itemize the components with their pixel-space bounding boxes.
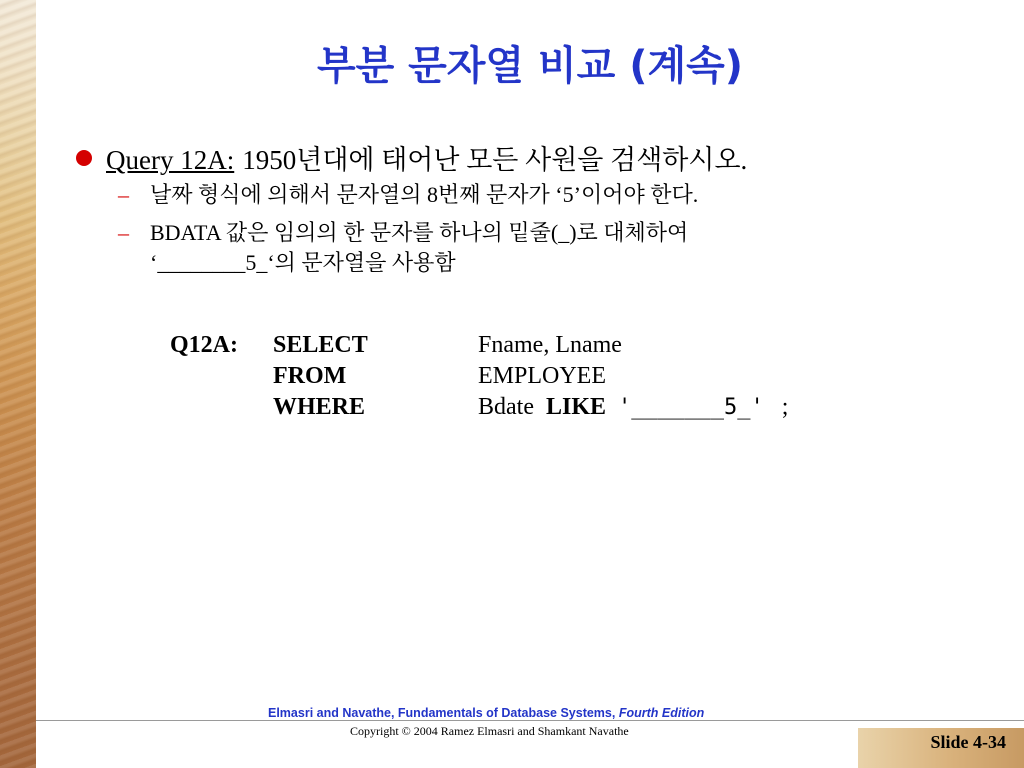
sql-select-value: Fname, Lname	[478, 332, 622, 358]
slide-number: Slide 4-34	[930, 732, 1006, 752]
sql-select-keyword: SELECT	[273, 332, 368, 358]
footer-copyright: Copyright © 2004 Ramez Elmasri and Shamkant Navathe	[350, 724, 629, 738]
sql-where-clause	[478, 392, 788, 423]
dash-icon: –	[118, 182, 129, 207]
dash-icon: –	[118, 220, 129, 245]
sql-where-attribute: Bdate	[478, 394, 534, 420]
sql-query-label: Q12A:	[170, 332, 238, 358]
sub-bullet-2	[118, 218, 688, 248]
sql-keywords	[273, 330, 368, 423]
footer-edition: Fourth Edition	[618, 706, 705, 720]
sql-values	[478, 330, 788, 423]
footer-authors-text: Elmasri and Navathe, Fundamentals of Database Systems,	[268, 706, 616, 720]
sql-terminator: ;	[781, 394, 789, 420]
main-bullet	[76, 138, 747, 177]
sub-bullet-1	[118, 180, 698, 210]
footer-authors	[268, 706, 704, 720]
sql-from-keyword: FROM	[273, 363, 347, 389]
sql-like-pattern: '_______5_'	[618, 395, 764, 420]
sql-like-keyword: LIKE	[545, 394, 607, 420]
bullet-dot-icon	[76, 150, 92, 166]
sub-bullet-2-continued: ‘________5_‘의 문자열을 사용함	[150, 250, 456, 275]
sql-from-value: EMPLOYEE	[478, 363, 606, 389]
bullet-text: 1950년대에 태어난 모든 사원을 검색하시오.	[242, 145, 748, 175]
slide-title: 부분 문자열 비교 (계속)	[316, 43, 744, 89]
footer-divider	[36, 720, 1024, 721]
sql-where-keyword: WHERE	[273, 394, 366, 420]
sub-bullet-text: 날짜 형식에 의해서 문자열의 8번째 문자가 ‘5’이어야 한다.	[150, 182, 699, 207]
side-decoration	[0, 0, 36, 768]
sub-bullet-text: BDATA 값은 임의의 한 문자를 하나의 밑줄(_)로 대체하여	[150, 220, 689, 245]
query-label: Query 12A:	[106, 145, 235, 175]
